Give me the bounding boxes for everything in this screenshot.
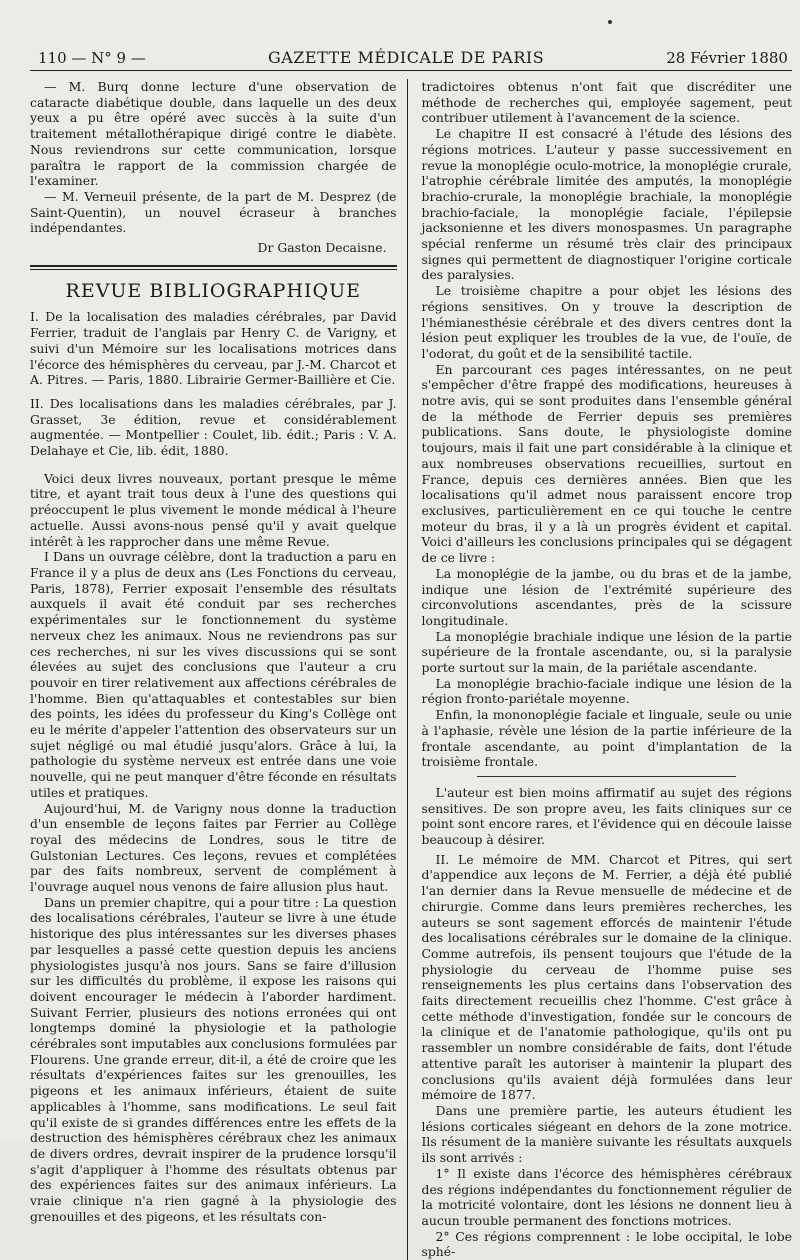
bibliography-entry: I. De la localisation des maladies cérébrales, par David Ferrier, traduit de l'anglais par Henry C. de Varigny, et suivi d'un Mémoire sur les localisations motrices dans l'écorce des hémisphères du cerveau, par J.-M. Charcot et A. Pitres. — Paris, 1880. Librairie Germer-Baillière et Cie.	[30, 309, 397, 388]
signature: Dr Gaston Decaisne.	[257, 240, 387, 256]
divider	[30, 265, 397, 267]
paragraph: La monoplégie brachio-faciale indique une lésion de la région fronto-pariétale moyenne.	[421, 675, 792, 707]
ink-speck	[608, 20, 612, 24]
page-number: 110 — N° 9 —	[38, 49, 146, 67]
two-column-body	[30, 79, 792, 1260]
running-header	[30, 48, 792, 71]
paragraph: La monoplégie de la jambe, ou du bras et de la jambe, indique une lésion de l'extrémité supérieure des circonvolutions ascendantes, près de la scissure longitudinale.	[421, 565, 792, 628]
journal-title: GAZETTE MÉDICALE DE PARIS	[267, 48, 545, 67]
paragraph: Le troisième chapitre a pour objet les lésions des régions sensitives. On y trouve la description de l'hémianesthésie cérébrale et des divers centres dont la lésion peut expliquer les troubles de la vue, de l'ouïe, de l'odorat, du goût et de la sensibilité tactile.	[421, 283, 792, 361]
issue-date: 28 Février 1880	[666, 49, 788, 67]
bibliography-entry: II. Des localisations dans les maladies cérébrales, par J. Grasset, 3e édition, revue et considérablement augmentée. — Montpellier : Coulet, lib. édit.; Paris : V. A. Delahaye et Cie, lib. édit, 1880.	[30, 395, 397, 459]
paragraph: Dans un premier chapitre, qui a pour titre : La question des localisations cérébrales, l'auteur se livre à une étude historique des plus intéressantes sur les diverses phases par lesquelles a passé cette question depuis les anciens physiologistes jusqu'à nos jours. Sans se faire d'illusion sur les difficultés du problème, il expose les raisons qui doivent encourager le médecin à l'aborder hardiment. Suivant Ferrier, plusieurs des notions erronées qui ont longtemps dominé la physiologie et la pathologie cérébrales sont imputables aux conclusions formulées par Flourens. Une grande erreur, dit-il, a été de croire que les résultats d'expériences faites sur les grenouilles, les pigeons et les animaux inférieurs, étaient de suite applicables à l'homme, sans modifications. Le seul fait qu'il existe de si grandes différences entre les effets de la destruction des hémisphères cérébraux chez les animaux de divers ordres, devrait inspirer de la prudence lorsqu'il s'agit d'appliquer à l'homme des résultats obtenus par des expériences faites sur des animaux inférieurs. La vraie clinique n'a rien gagné à la physiologie des grenouilles et des pigeons, et les résultats con-	[30, 894, 397, 1224]
paragraph: I Dans un ouvrage célèbre, dont la traduction a paru en France il y a plus de deux ans (Les Fonctions du cerveau, Paris, 1878), Ferrier exposait l'ensemble des résultats auxquels il avait été conduit par ses recherches expérimentales sur le fonctionnement du système nerveux chez les animaux. Nous ne reviendrons pas sur ces recherches, ni sur les vives discussions qui se sont élevées au sujet des conclusions que l'auteur a cru pouvoir en tirer relativement aux affections cérébrales de l'homme. Bien qu'attaquables et contestables sur bien des points, les idées du professeur du King's Collège ont eu le mérite d'appeler l'attention des observateurs sur un sujet négligé ou mal étudié jusqu'alors. Grâce à lui, la pathologie du système nerveux est entrée dans une voie nouvelle, qui ne peut manquer d'être féconde en résultats utiles et pratiques.	[30, 549, 397, 800]
divider	[30, 269, 397, 270]
paragraph: L'auteur est bien moins affirmatif au sujet des régions sensitives. De son propre aveu, les faits cliniques sur ce point sont encore rares, et l'évidence qui en découle laisse beaucoup à désirer.	[421, 784, 792, 848]
paragraph: La monoplégie brachiale indique une lésion de la partie supérieure de la frontale ascendante, ou, si la paralysie porte surtout sur la main, de la pariétale ascendante.	[421, 628, 792, 676]
paragraph: Voici deux livres nouveaux, portant presque le même titre, et ayant trait tous deux à l'une des questions qui préoccupent le plus vivement le monde médical à l'heure actuelle. Aussi avons-nous pensé qu'il y avait quelque intérêt à les rapprocher dans une même Revue.	[30, 470, 397, 549]
paragraph: — M. Verneuil présente, de la part de M. Desprez (de Saint-Quentin), un nouvel écraseur à branches indépendantes.	[30, 188, 397, 236]
paragraph: tradictoires obtenus n'ont fait que discréditer une méthode de recherches qui, employée sagement, peut contribuer utilement à l'avancement de la science.	[421, 79, 792, 126]
divider	[477, 776, 736, 777]
right-column	[408, 79, 792, 1260]
paragraph: Aujourd'hui, M. de Varigny nous donne la traduction d'un ensemble de leçons faites par Ferrier au Collège royal des médecins de Londres, sous le titre de Gulstonian Lectures. Ces leçons, revues et complétées par des faits nombreux, servent de complément à l'ouvrage auquel nous venons de faire allusion plus haut.	[30, 800, 397, 895]
paragraph: 1° Il existe dans l'écorce des hémisphères cérébraux des régions indépendantes du fonctionnement régulier de la motricité volontaire, dont les lésions ne donnent lieu à aucun trouble permanent des fonctions motrices.	[421, 1165, 792, 1228]
section-heading: REVUE BIBLIOGRAPHIQUE	[65, 279, 361, 302]
left-column	[30, 79, 408, 1260]
paragraph: — M. Burq donne lecture d'une observation de cataracte diabétique double, dans laquelle un des deux yeux a pu être opéré avec succès à la suite d'un traitement métallothérapique dirigé contre le diabète. Nous reviendrons sur cette communication, lorsque paraîtra le rapport de la commission chargée de l'examiner.	[30, 79, 397, 189]
paragraph: II. Le mémoire de MM. Charcot et Pitres, qui sert d'appendice aux leçons de M. Ferrier, a déjà été publié l'an dernier dans la Revue mensuelle de médecine et de chirurgie. Comme dans leurs premières recherches, les auteurs se sont sagement efforcés de maintenir l'étude des localisations cérébrales sur le domaine de la clinique. Comme autrefois, ils pensent toujours que l'étude de la physiologie du cerveau de l'homme puise ses renseignements les plus certains dans l'observation des faits directement recueillis chez l'homme. C'est grâce à cette méthode d'investigation, fondée sur le concours de la clinique et de l'anatomie pathologique, qu'ils ont pu rassembler un nombre considérable de faits, dont l'étude attentive paraît les autoriser à maintenir la plupart des conclusions qu'ils avaient déjà formulées dans leur mémoire de 1877.	[421, 851, 792, 1103]
paragraph: 2° Ces régions comprennent : le lobe occipital, le lobe sphé-	[421, 1228, 792, 1260]
paragraph: Enfin, la mononoplégie faciale et linguale, seule ou unie à l'aphasie, révèle une lésion de la partie inférieure de la frontale ascendante, au point d'implantation de la troisième frontale.	[421, 707, 792, 770]
paragraph: Le chapitre II est consacré à l'étude des lésions des régions motrices. L'auteur y passe successivement en revue la monoplégie oculo-motrice, la monoplégie crurale, l'atrophie cérébrale limitée des amputés, la monoplégie brachio-crurale, la monoplégie brachiale, la monoplégie brachio-faciale, la monoplégie faciale, l'épilepsie jacksonienne et les divers monospasmes. Un paragraphe spécial renferme un résumé très clair des principaux signes qui permettent de diagnostiquer l'origine corticale des paralysies.	[421, 126, 792, 283]
paragraph: Dans une première partie, les auteurs étudient les lésions corticales siégeant en dehors de la zone motrice. Ils résument de la manière suivante les résultats auxquels ils sont arrivés :	[421, 1103, 792, 1166]
paragraph: En parcourant ces pages intéressantes, on ne peut s'empêcher d'être frappé des modifications, heureuses à notre avis, qui se sont produites dans l'ensemble général de la méthode de Ferrier depuis ses premières publications. Sans doute, le physiologiste domine toujours, mais il fait une part considérable à la clinique et aux nombreuses observations recueillies, surtout en France, depuis ces dernières années. Bien que les localisations qu'il admet nous paraissent encore trop exclusives, particulièrement en ce qui touche le centre moteur du bras, il y a là un progrès évident et capital. Voici d'ailleurs les conclusions principales qui se dégagent de ce livre :	[421, 361, 792, 566]
